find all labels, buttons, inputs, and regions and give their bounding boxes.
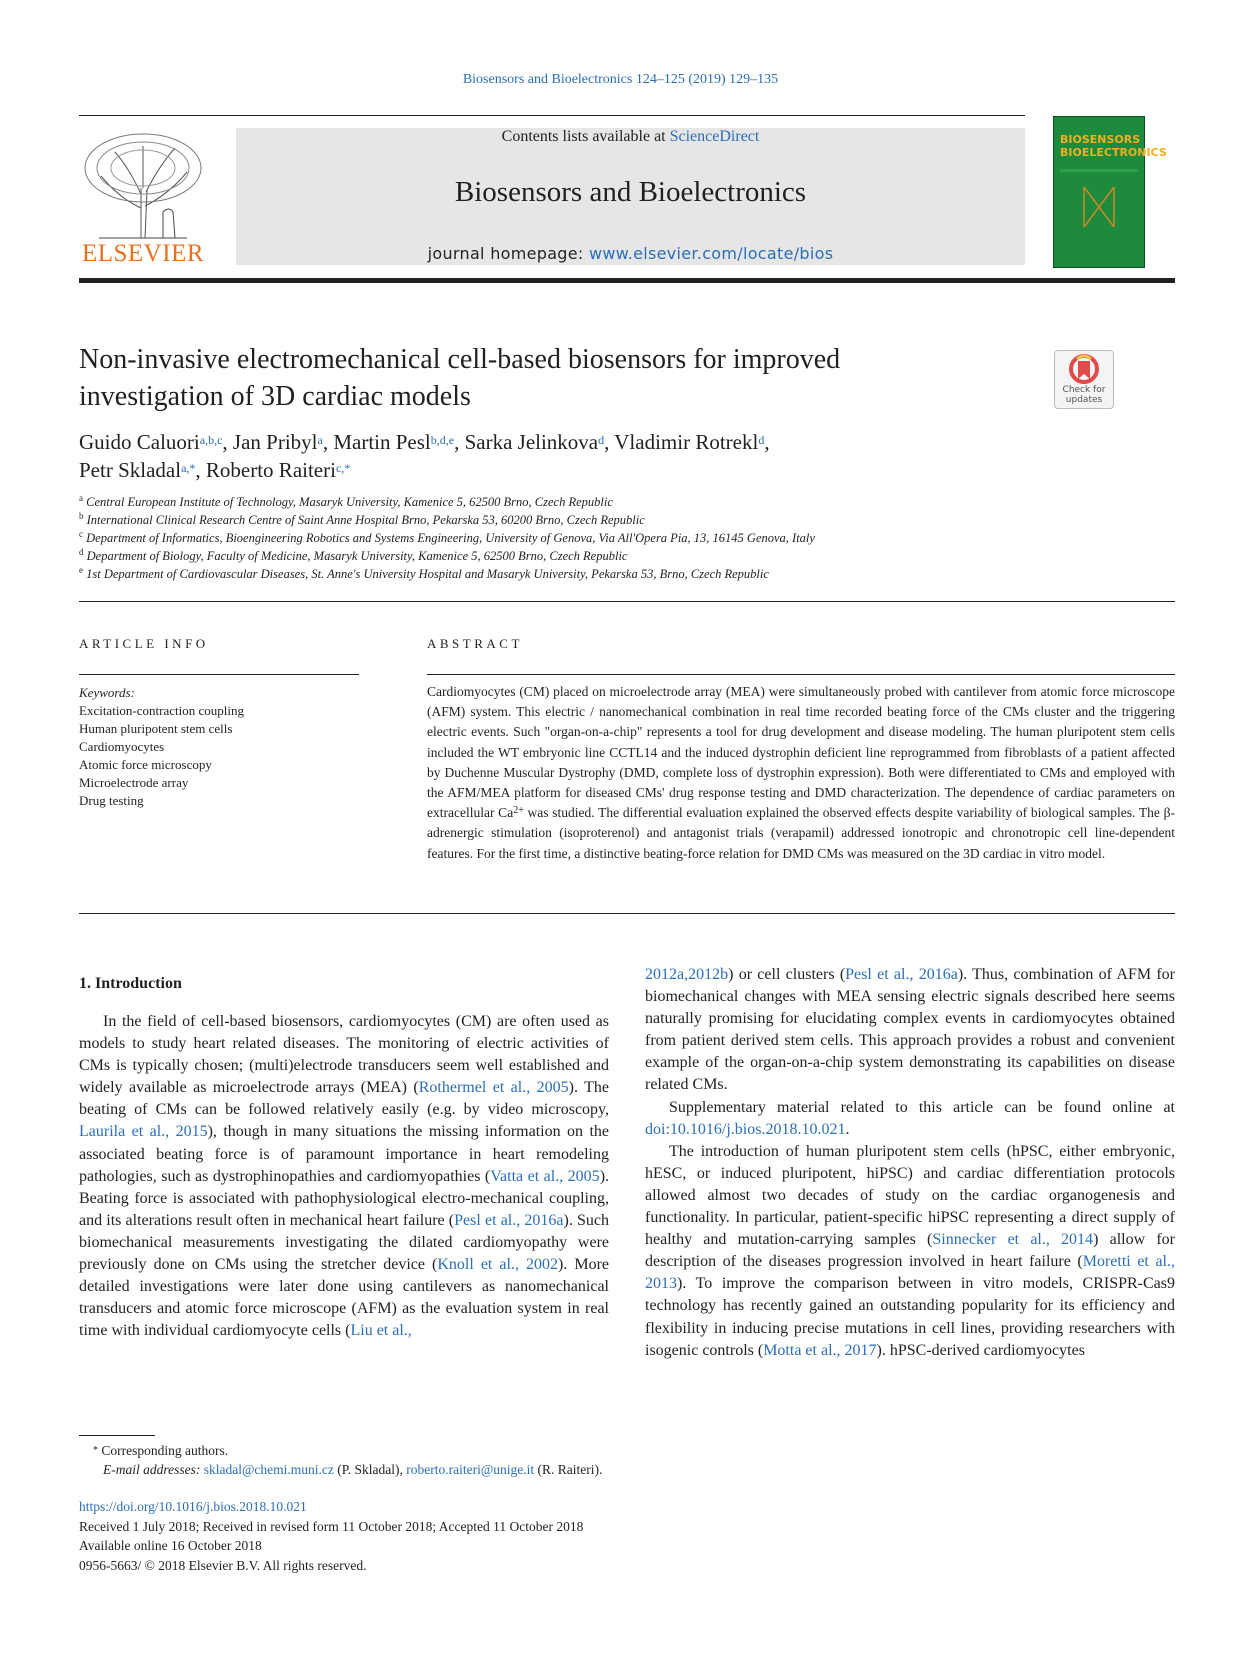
citation-link[interactable]: Motta et al., 2017 [763,1341,877,1359]
author[interactable]: Sarka Jelinkova$^d$ [464,430,605,454]
introduction-heading: 1. Introduction [79,975,182,992]
footnote-rule [79,1435,155,1436]
paragraph-text: ) allow for description of the diseases progression involved in heart failure ( [645,1231,1175,1271]
header-thick-rule [79,278,1175,283]
header-divider [79,115,1025,116]
citation-link[interactable]: 2012a,2012b [645,966,729,983]
paragraph [645,1097,1175,1141]
citation-link[interactable]: Pesl et al., 2016a [845,966,958,983]
paragraph-text: ). Beating force is associated with pathophysiological electro-mechanical coupling, and its alterations result often in mechanical heart failure ( [79,1167,610,1229]
intro-left-column [79,1011,609,1342]
citation-link[interactable]: Sinnecker et al., 2014 [932,1231,1094,1249]
author[interactable]: Martin Pesl$^{b,d,e}$ [333,430,455,454]
keywords-block [79,684,359,810]
homepage-link[interactable]: www.elsevier.com/locate/bios [589,244,834,263]
article-history [79,1497,1079,1575]
citation-link[interactable]: Pesl et al., 2016a [454,1211,564,1229]
keyword: Drug testing [79,793,144,808]
journal-name: Biosensors and Bioelectronics [454,176,807,208]
citation-link[interactable]: Moretti et al., 2013 [645,1253,1175,1293]
email-link[interactable]: roberto.raiteri@unige.it [406,1462,535,1477]
paragraph-text: ) or cell clusters ( [728,966,846,983]
keyword: Atomic force microscopy [79,757,212,772]
paragraph-text: . [845,1120,850,1138]
paragraph-text: ). More detailed investigations were later done using cantilevers as nanomechanical transducers and atomic force microscope (AFM) as the evaluation system in real time with individual cardiomyocyte cells ( [79,1256,609,1340]
paragraph [645,1141,1175,1362]
paragraph-text: ). hPSC-derived cardiomyocytes [876,1341,1085,1359]
received-dates: Received 1 July 2018; Received in revised form 11 October 2018; Accepted 11 October 2018 [79,1518,584,1534]
affiliation: $^a$ Central European Institute of Technology, Masaryk University, Kamenice 5, 62500 Brno, Czech Republic [79,493,613,509]
citation-link[interactable]: Laurila et al., 2015 [79,1123,208,1141]
paragraph-text: ). The beating of CMs can be followed relatively easily (e.g. by video microscopy, [79,1079,610,1119]
contents-prefix: Contents lists available at [501,128,670,145]
copyright: 0956-5663/ © 2018 Elsevier B.V. All rights reserved. [79,1557,367,1573]
paragraph-text: ). Such biomechanical measurements investigating the dilated cardiomyopathy were previously done on CMs using the stretcher device ( [79,1211,610,1274]
paragraph-text: ). To improve the comparison between in vitro models, CRISPR-Cas9 technology has recently gained an outstanding popularity for its efficiency and flexibility in inducing precise mutations in cell lines, providing researchers with isogenic controls ( [645,1275,1175,1359]
article-info-heading: ARTICLE INFO [79,636,209,651]
journal-homepage [236,244,1025,263]
corresponding-note: * Corresponding authors. [93,1443,229,1458]
homepage-prefix: journal homepage: [427,244,589,263]
affiliation: $^d$ Department of Biology, Faculty of Medicine, Masaryk University, Kamenice 5, 62500 Brno, Czech Republic [79,547,628,563]
citation-link[interactable]: Knoll et al., 2002 [437,1256,558,1274]
available-online: Available online 16 October 2018 [79,1538,262,1553]
citation-link[interactable]: Liu et al., [350,1322,412,1340]
abstract-rule [427,674,1175,675]
paragraph-text: The introduction of human pluripotent stem cells (hPSC, either embryonic, hESC, or induced pluripotent, hiPSC) and cardiac differentiation protocols allowed almost two decades of study on the cardiac organogenesis and functionality. In particular, patient-specific hiPSC representing a direct supply of healthy and mutation-carrying samples ( [645,1142,1175,1249]
keyword: Human pluripotent stem cells [79,721,233,736]
email-note: E-mail addresses: skladal@chemi.muni.cz (P. Skladal), roberto.raiteri@unige.it (R. Raiteri). [103,1462,603,1477]
citation-link[interactable]: doi:10.1016/j.bios.2018.10.021 [645,1120,846,1138]
section-divider [79,601,1175,602]
abstract-text: Cardiomyocytes (CM) placed on microelectrode array (MEA) were simultaneously probed with cantilever from atomic force microscope (AFM) system. This electric / nanomechanical combination in real time recorded beating force of the CMs cluster and the triggering electric events. Such "organ-on-a-chip" represents a tool for drug development and disease modeling. The human pluripotent stem cells included the WT embryonic line CCTL14 and the induced dystrophin deficient line reprogrammed from fibroblasts of a patient affected by Duchenne Muscular Dystrophy (DMD, complete loss of dystrophin expression). Both were differentiated to CMs and employed with the AFM/MEA platform for diseased CMs' drug response testing and DMD characterization. The dependence of cardiac parameters on extracellular $Ca^{2+}$ was studied. The differential evaluation explained the observed effects despite variability of biological samples. The β-adrenergic stimulation (isoproterenol) and antagonist trials (verapamil) addressed ionotropic and chronotropic cell line-dependent features. For the first time, a distinctive beating-force relation for DMD CMs was measured on the 3D cardiac in vitro model. [427,684,1175,861]
keyword: Excitation-contraction coupling [79,703,244,718]
author[interactable]: Petr Skladal$^{a,*}$ [79,458,196,482]
bookmark-icon [1055,351,1113,387]
affiliation: $^b$ International Clinical Research Centre of Saint Anne Hospital Brno, Pekarska 53, 60200 Brno, Czech Republic [79,511,645,527]
cover-title: BIOSENSORS BIOELECTRONICS [1060,133,1167,159]
footnotes [79,1441,1079,1479]
author[interactable]: Vladimir Rotrekl$^d$ [614,430,765,454]
section-divider [79,913,1175,914]
paragraph-text: ), though in many situations the missing information on the associated beating force is of paramount importance in heart remodeling pathologies, such as dystrophinopathies and cardiomyopathies ( [79,1123,609,1185]
paragraph [79,1011,609,1342]
doi-link[interactable]: https://doi.org/10.1016/j.bios.2018.10.021 [79,1499,307,1514]
citation-link[interactable]: Vatta et al., 2005 [490,1167,600,1185]
article-title: Non-invasive electromechanical cell-based biosensors for improved investigation of 3D cardiac models [79,344,841,412]
author-list: Guido Caluori$^{a,b,c}$, Jan Pribyl$^a$, Martin Pesl$^{b,d,e}$, Sarka Jelinkova$^d$, Vladimir Rotrekl$^d$, Petr Skladal$^{a,*}$, Roberto Raiteri$^{c,*}$ [79,430,770,482]
sciencedirect-link[interactable]: ScienceDirect [669,128,760,145]
author[interactable]: Jan Pribyl$^a$ [232,430,323,454]
affiliation: $^e$ 1st Department of Cardiovascular Diseases, St. Anne's University Hospital and Masaryk University, Pekarska 53, Brno, Czech Republic [79,565,769,581]
intro-right-column [645,964,1175,1362]
keyword: Microelectrode array [79,775,189,790]
paragraph-text: ). Thus, combination of AFM for biomechanical changes with MEA sensing electric signals described here seems naturally promising for elucidating complex events in cardiomyocytes obtained from patient derived stem cells. This approach provides a robust and convenient example of the organ-on-a-chip system demonstrating its capabilities on disease related CMs. [645,966,1176,1094]
contents-line [236,128,1025,146]
journal-citation[interactable]: Biosensors and Bioelectronics 124–125 (2019) 129–135 [462,72,779,87]
check-for-updates-label: Check for updates [1062,385,1106,405]
affiliation: $^c$ Department of Informatics, Bioengineering Robotics and Systems Engineering, University of Genova, Via All'Opera Pia, 13, 16145 Genova, Italy [79,529,815,545]
citation-link[interactable]: Rothermel et al., 2005 [418,1079,569,1097]
paragraph [645,964,1175,1097]
paragraph-text: In the field of cell-based biosensors, cardiomyocytes (CM) are often used as models to study heart related diseases. The monitoring of electric activities of CMs is typically chosen; (multi)electrode transducers seem well established and widely available as microelectrode arrays (MEA) ( [79,1013,609,1097]
author[interactable]: Roberto Raiteri$^{c,*}$ [205,458,351,482]
keywords-label: Keywords: [79,685,135,700]
keywords-rule [79,674,359,675]
email-link[interactable]: skladal@chemi.muni.cz [203,1462,334,1477]
paragraph-text: Supplementary material related to this article can be found online at [669,1098,1175,1116]
abstract-heading: ABSTRACT [427,636,523,651]
keyword: Cardiomyocytes [79,739,165,754]
author[interactable]: Guido Caluori$^{a,b,c}$ [79,430,223,454]
elsevier-wordmark: ELSEVIER [81,240,205,267]
